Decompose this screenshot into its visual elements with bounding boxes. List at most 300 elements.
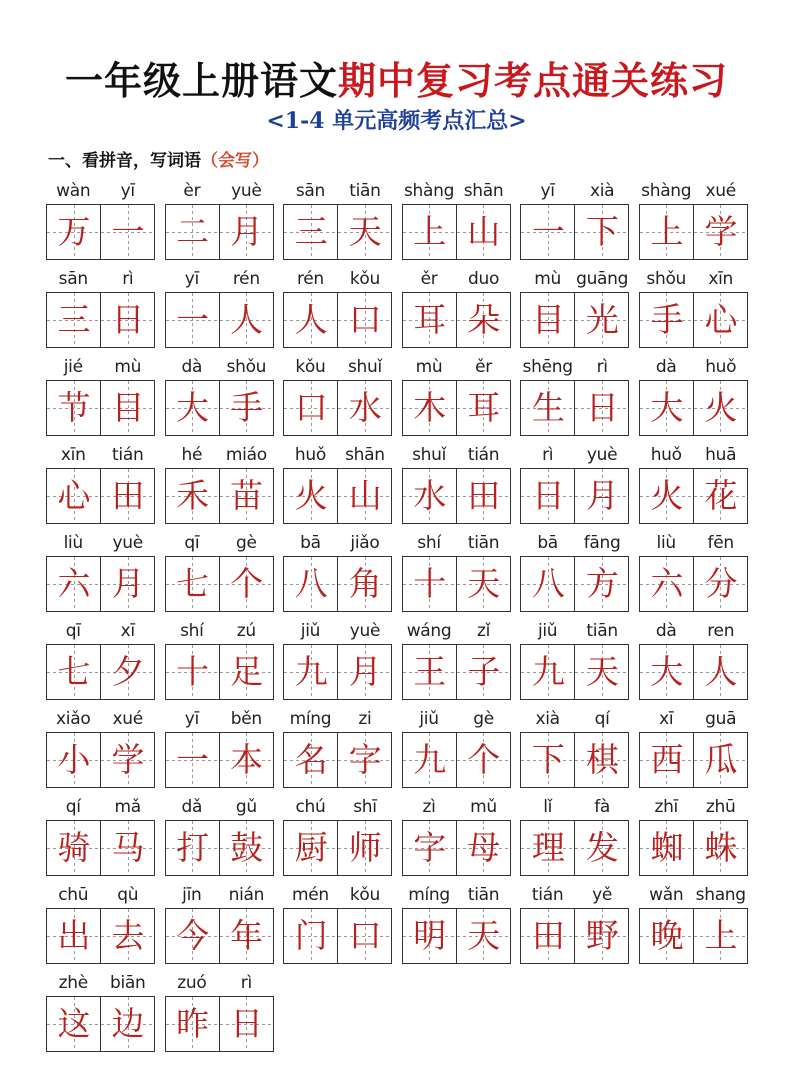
pinyin-line (165, 443, 274, 468)
tianzige-cell (693, 821, 747, 875)
tianzige-boxes (639, 644, 748, 700)
pinyin-syllable: duo (467, 269, 500, 289)
pinyin-syllable: yī (540, 181, 555, 201)
hanzi-character: 山 (348, 476, 382, 515)
pinyin-line (639, 267, 748, 292)
tianzige-cell (166, 469, 219, 523)
pinyin-line (520, 619, 629, 644)
hanzi-character: 十 (176, 652, 210, 691)
tianzige-boxes (46, 996, 155, 1052)
tianzige-cell (521, 909, 574, 963)
hanzi-character: 山 (467, 212, 501, 251)
tianzige-boxes (46, 380, 155, 436)
hanzi-character: 字 (348, 740, 382, 779)
tianzige-boxes (402, 380, 511, 436)
tianzige-boxes (283, 908, 392, 964)
hanzi-character: 上 (413, 212, 447, 251)
word-item (639, 795, 748, 883)
section-heading (48, 146, 269, 171)
word-item (283, 355, 392, 443)
hanzi-character: 九 (413, 740, 447, 779)
pinyin-syllable: jié (63, 357, 83, 377)
hanzi-character: 晚 (650, 916, 684, 955)
word-item (283, 883, 392, 971)
hanzi-character: 出 (57, 916, 91, 955)
hanzi-character: 心 (704, 300, 738, 339)
pinyin-syllable: qī (184, 533, 200, 553)
hanzi-character: 八 (294, 564, 328, 603)
hanzi-character: 天 (467, 916, 501, 955)
tianzige-cell (693, 909, 747, 963)
hanzi-character: 一 (111, 212, 145, 251)
tianzige-boxes (165, 644, 274, 700)
word-row (46, 795, 748, 883)
hanzi-character: 日 (111, 300, 145, 339)
tianzige-boxes (46, 556, 155, 612)
tianzige-cell (403, 909, 456, 963)
pinyin-syllable: ěr (475, 357, 492, 377)
pinyin-syllable: wǎn (649, 885, 684, 905)
pinyin-syllable: yī (184, 709, 199, 729)
tianzige-cell (521, 645, 574, 699)
word-item (165, 531, 274, 619)
hanzi-character: 火 (650, 476, 684, 515)
pinyin-syllable: shuǐ (347, 357, 382, 377)
tianzige-boxes (46, 292, 155, 348)
pinyin-syllable: bā (300, 533, 321, 553)
hanzi-character: 字 (413, 828, 447, 867)
tianzige-boxes (402, 204, 511, 260)
pinyin-line (46, 707, 155, 732)
hanzi-character: 边 (111, 1004, 145, 1043)
pinyin-syllable: kǒu (295, 357, 326, 377)
tianzige-cell (337, 909, 391, 963)
tianzige-cell (219, 381, 273, 435)
tianzige-cell (284, 293, 337, 347)
tianzige-boxes (520, 908, 629, 964)
tianzige-cell (284, 381, 337, 435)
pinyin-syllable: tiān (467, 533, 500, 553)
pinyin-syllable: mén (291, 885, 329, 905)
tianzige-cell (456, 557, 510, 611)
pinyin-line (402, 531, 511, 556)
pinyin-line (639, 795, 748, 820)
pinyin-syllable: zhè (58, 973, 88, 993)
tianzige-cell (521, 469, 574, 523)
pinyin-line (520, 355, 629, 380)
pinyin-syllable: fà (594, 797, 611, 817)
tianzige-boxes (165, 820, 274, 876)
word-item (46, 619, 155, 707)
pinyin-syllable: zì (422, 797, 436, 817)
tianzige-cell (100, 909, 154, 963)
pinyin-syllable: jiǔ (300, 621, 321, 641)
word-item (165, 795, 274, 883)
tianzige-cell (337, 205, 391, 259)
tianzige-boxes (283, 732, 392, 788)
tianzige-cell (284, 557, 337, 611)
word-item (639, 707, 748, 795)
tianzige-boxes (402, 644, 511, 700)
hanzi-character: 发 (585, 828, 619, 867)
pinyin-line (283, 795, 392, 820)
word-row (46, 619, 748, 707)
pinyin-line (639, 443, 748, 468)
word-item (46, 443, 155, 531)
pinyin-syllable: xià (535, 709, 560, 729)
hanzi-character: 九 (294, 652, 328, 691)
pinyin-syllable: yuè (231, 181, 262, 201)
tianzige-boxes (165, 468, 274, 524)
word-item (639, 883, 748, 971)
hanzi-character: 二 (176, 212, 210, 251)
word-item (402, 355, 511, 443)
tianzige-cell (403, 381, 456, 435)
hanzi-character: 十 (413, 564, 447, 603)
pinyin-line (520, 443, 629, 468)
pinyin-syllable: lǐ (543, 797, 553, 817)
hanzi-character: 本 (230, 740, 264, 779)
hanzi-character: 夕 (111, 652, 145, 691)
pinyin-line (639, 179, 748, 204)
hanzi-character: 王 (413, 652, 447, 691)
tianzige-boxes (520, 380, 629, 436)
tianzige-cell (166, 557, 219, 611)
pinyin-syllable: biān (109, 973, 146, 993)
tianzige-boxes (46, 468, 155, 524)
pinyin-line (46, 619, 155, 644)
pinyin-syllable: shī (353, 797, 377, 817)
hanzi-character: 生 (531, 388, 565, 427)
pinyin-syllable: ren (707, 621, 735, 641)
hanzi-character: 明 (413, 916, 447, 955)
tianzige-boxes (402, 556, 511, 612)
tianzige-cell (219, 645, 273, 699)
pinyin-line (165, 179, 274, 204)
pinyin-syllable: shang (695, 885, 746, 905)
hanzi-character: 师 (348, 828, 382, 867)
hanzi-character: 水 (413, 476, 447, 515)
pinyin-line (402, 443, 511, 468)
tianzige-cell (574, 557, 628, 611)
tianzige-cell (100, 293, 154, 347)
tianzige-cell (100, 469, 154, 523)
pinyin-syllable: chú (295, 797, 326, 817)
pinyin-line (283, 355, 392, 380)
pinyin-line (46, 531, 155, 556)
pinyin-line (46, 179, 155, 204)
word-item (520, 795, 629, 883)
hanzi-character: 七 (176, 564, 210, 603)
pinyin-syllable: shuǐ (412, 445, 446, 465)
word-item (520, 619, 629, 707)
hanzi-character: 田 (467, 476, 501, 515)
pinyin-syllable: xià (589, 181, 615, 201)
hanzi-character: 人 (294, 300, 328, 339)
pinyin-syllable: xī (120, 621, 135, 641)
section-heading-text: 一、看拼音，写词语 (48, 151, 201, 171)
pinyin-syllable: gè (236, 533, 257, 553)
tianzige-boxes (402, 292, 511, 348)
hanzi-character: 个 (467, 740, 501, 779)
pinyin-line (165, 707, 274, 732)
tianzige-cell (693, 645, 747, 699)
pinyin-line (46, 971, 155, 996)
tianzige-boxes (639, 292, 748, 348)
pinyin-syllable: yī (184, 269, 199, 289)
pinyin-line (402, 267, 511, 292)
pinyin-syllable: qī (65, 621, 81, 641)
hanzi-character: 西 (650, 740, 684, 779)
tianzige-cell (403, 821, 456, 875)
pinyin-syllable: yī (120, 181, 135, 201)
hanzi-character: 今 (176, 916, 210, 955)
tianzige-cell (47, 469, 100, 523)
tianzige-cell (47, 997, 100, 1051)
word-row (46, 531, 748, 619)
tianzige-cell (574, 381, 628, 435)
pinyin-syllable: tián (112, 445, 144, 465)
pinyin-line (402, 179, 511, 204)
pinyin-syllable: guā (705, 709, 737, 729)
pinyin-line (402, 795, 511, 820)
word-item (165, 355, 274, 443)
tianzige-cell (574, 909, 628, 963)
word-item (46, 971, 155, 1059)
word-item (402, 443, 511, 531)
pinyin-line (520, 531, 629, 556)
word-row (46, 883, 748, 971)
pinyin-syllable: qù (117, 885, 139, 905)
tianzige-cell (456, 909, 510, 963)
hanzi-character: 方 (585, 564, 619, 603)
tianzige-cell (100, 205, 154, 259)
pinyin-syllable: gè (473, 709, 494, 729)
pinyin-line (520, 795, 629, 820)
hanzi-character: 月 (230, 212, 264, 251)
tianzige-cell (284, 205, 337, 259)
tianzige-cell (284, 645, 337, 699)
hanzi-character: 七 (57, 652, 91, 691)
tianzige-boxes (283, 644, 392, 700)
word-item (639, 179, 748, 267)
hanzi-character: 日 (585, 388, 619, 427)
pinyin-syllable: liù (656, 533, 676, 553)
hanzi-character: 水 (348, 388, 382, 427)
tianzige-cell (574, 821, 628, 875)
pinyin-line (283, 883, 392, 908)
hanzi-character: 下 (531, 740, 565, 779)
tianzige-cell (403, 293, 456, 347)
pinyin-syllable: míng (289, 709, 332, 729)
tianzige-cell (219, 733, 273, 787)
word-item (46, 267, 155, 355)
tianzige-cell (693, 733, 747, 787)
tianzige-boxes (639, 468, 748, 524)
pinyin-line (639, 355, 748, 380)
pinyin-line (520, 883, 629, 908)
tianzige-cell (574, 469, 628, 523)
hanzi-character: 光 (585, 300, 619, 339)
word-item (46, 707, 155, 795)
hanzi-character: 花 (704, 476, 738, 515)
tianzige-boxes (283, 292, 392, 348)
tianzige-cell (219, 997, 273, 1051)
hanzi-character: 昨 (176, 1004, 210, 1043)
hanzi-character: 个 (230, 564, 264, 603)
tianzige-cell (166, 205, 219, 259)
word-item (402, 619, 511, 707)
tianzige-boxes (402, 820, 511, 876)
tianzige-cell (219, 469, 273, 523)
pinyin-syllable: zi (358, 709, 372, 729)
pinyin-line (520, 179, 629, 204)
pinyin-syllable: nián (228, 885, 265, 905)
pinyin-syllable: miáo (225, 445, 267, 465)
word-item (520, 883, 629, 971)
pinyin-syllable: huǒ (294, 445, 326, 465)
pinyin-line (165, 883, 274, 908)
tianzige-boxes (165, 204, 274, 260)
tianzige-boxes (283, 820, 392, 876)
pinyin-syllable: shǒu (226, 357, 267, 377)
pinyin-syllable: xué (112, 709, 143, 729)
pinyin-line (165, 795, 274, 820)
hanzi-character: 去 (111, 916, 145, 955)
pinyin-line (402, 883, 511, 908)
tianzige-cell (693, 469, 747, 523)
hanzi-character: 月 (585, 476, 619, 515)
pinyin-syllable: rì (542, 445, 554, 465)
word-row (46, 443, 748, 531)
pinyin-line (402, 355, 511, 380)
hanzi-character: 手 (650, 300, 684, 339)
tianzige-cell (166, 909, 219, 963)
word-item (165, 707, 274, 795)
word-item (520, 355, 629, 443)
pinyin-line (520, 267, 629, 292)
word-item (46, 883, 155, 971)
word-item (46, 179, 155, 267)
pinyin-line (639, 531, 748, 556)
hanzi-character: 人 (230, 300, 264, 339)
hanzi-character: 万 (57, 212, 91, 251)
pinyin-syllable: hé (181, 445, 203, 465)
hanzi-character: 一 (531, 212, 565, 251)
tianzige-cell (100, 733, 154, 787)
tianzige-cell (456, 293, 510, 347)
word-item (46, 355, 155, 443)
pinyin-syllable: xiǎo (56, 709, 91, 729)
word-item (165, 267, 274, 355)
pinyin-syllable: shí (417, 533, 441, 553)
tianzige-boxes (165, 908, 274, 964)
tianzige-cell (693, 293, 747, 347)
tianzige-cell (403, 557, 456, 611)
hanzi-character: 天 (585, 652, 619, 691)
tianzige-cell (456, 645, 510, 699)
hanzi-character: 大 (176, 388, 210, 427)
title-highlight: 期中复习考点通关练习 (338, 58, 729, 103)
tianzige-cell (640, 205, 693, 259)
pinyin-syllable: gǔ (235, 797, 257, 817)
tianzige-cell (47, 205, 100, 259)
hanzi-character: 禾 (176, 476, 210, 515)
pinyin-line (165, 619, 274, 644)
word-item (520, 707, 629, 795)
word-item (165, 619, 274, 707)
tianzige-boxes (165, 732, 274, 788)
pinyin-syllable: jiǔ (537, 621, 558, 641)
pinyin-line (283, 179, 392, 204)
hanzi-character: 九 (531, 652, 565, 691)
word-item (165, 971, 274, 1059)
hanzi-character: 大 (650, 652, 684, 691)
tianzige-cell (640, 557, 693, 611)
pinyin-line (46, 795, 155, 820)
pinyin-syllable: qí (65, 797, 81, 817)
word-item (283, 531, 392, 619)
tianzige-cell (403, 733, 456, 787)
tianzige-boxes (165, 556, 274, 612)
tianzige-cell (166, 821, 219, 875)
tianzige-boxes (283, 468, 392, 524)
hanzi-character: 大 (650, 388, 684, 427)
tianzige-cell (337, 381, 391, 435)
pinyin-syllable: kǒu (349, 269, 380, 289)
hanzi-character: 手 (230, 388, 264, 427)
pinyin-line (283, 619, 392, 644)
tianzige-cell (166, 381, 219, 435)
tianzige-cell (47, 821, 100, 875)
pinyin-syllable: liù (63, 533, 83, 553)
tianzige-boxes (402, 908, 511, 964)
tianzige-cell (47, 909, 100, 963)
tianzige-cell (166, 997, 219, 1051)
tianzige-cell (521, 557, 574, 611)
hanzi-character: 耳 (467, 388, 501, 427)
hanzi-character: 六 (650, 564, 684, 603)
pinyin-line (639, 883, 748, 908)
hanzi-character: 田 (111, 476, 145, 515)
tianzige-cell (693, 557, 747, 611)
pinyin-syllable: jiǎo (350, 533, 380, 553)
tianzige-cell (456, 205, 510, 259)
pinyin-syllable: guāng (576, 269, 629, 289)
pinyin-syllable: shǒu (646, 269, 687, 289)
pinyin-line (46, 355, 155, 380)
pinyin-syllable: zuó (177, 973, 207, 993)
pinyin-syllable: èr (183, 181, 201, 201)
pinyin-line (165, 267, 274, 292)
hanzi-character: 天 (348, 212, 382, 251)
pinyin-line (402, 707, 511, 732)
tianzige-cell (521, 293, 574, 347)
hanzi-character: 子 (467, 652, 501, 691)
word-item (283, 443, 392, 531)
hanzi-character: 这 (57, 1004, 91, 1043)
hanzi-character: 火 (294, 476, 328, 515)
tianzige-cell (337, 733, 391, 787)
pinyin-line (165, 971, 274, 996)
pinyin-syllable: zú (236, 621, 256, 641)
word-item (402, 795, 511, 883)
pinyin-syllable: jiǔ (419, 709, 439, 729)
hanzi-character: 分 (704, 564, 738, 603)
pinyin-syllable: fāng (583, 533, 621, 553)
pinyin-syllable: huǒ (650, 445, 682, 465)
tianzige-cell (166, 293, 219, 347)
